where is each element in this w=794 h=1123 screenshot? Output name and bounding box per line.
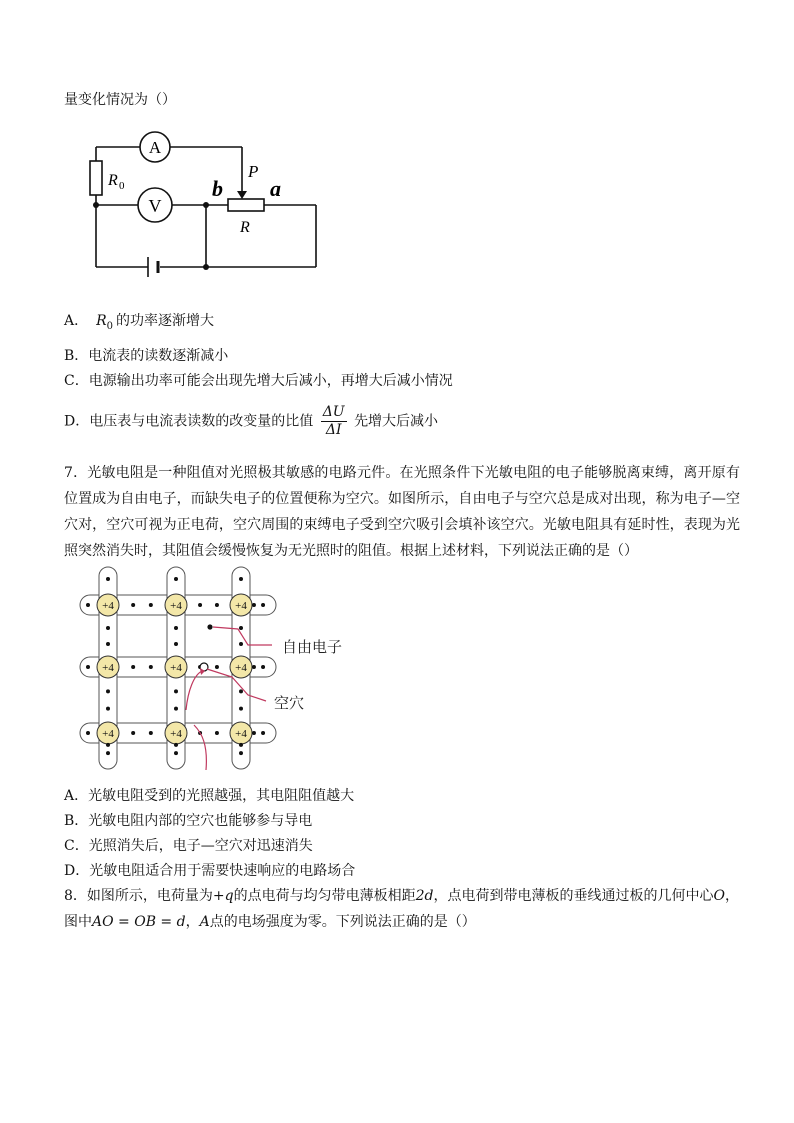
a-label: a: [270, 176, 281, 201]
atom-label: +4: [235, 600, 247, 612]
bound-electron: [86, 731, 90, 735]
hole-label: 空穴: [274, 694, 305, 712]
bound-electron: [239, 577, 243, 581]
delta-ratio-fraction: $\frac{\Delta U}{\Delta I}$: [322, 404, 345, 438]
free-electron-label: 自由电子: [282, 638, 343, 656]
q8-stem-line1: 8．如图所示，电荷量为+q的点电荷与均匀带电薄板相距2d，点电荷到带电薄板的垂线通过板的几何中心O，: [64, 888, 739, 904]
b-label: b: [212, 176, 223, 201]
voltmeter-label: V: [148, 196, 162, 216]
q8-stem-line2: 图中AO = OB = d，A点的电场强度为零。下列说法正确的是（）: [64, 914, 476, 930]
bound-electron: [174, 707, 178, 711]
r-label: R: [240, 219, 250, 236]
bound-electron: [174, 642, 178, 646]
bound-electron: [174, 577, 178, 581]
bound-electron: [239, 743, 243, 747]
p-label: P: [248, 162, 259, 181]
bound-electron: [131, 731, 135, 735]
q7-option-b: B．光敏电阻内部的空穴也能够参与导电: [64, 813, 313, 829]
bound-electron: [106, 642, 110, 646]
free-electron-dot: [207, 624, 212, 629]
atom-label: +4: [235, 662, 247, 674]
bound-electron: [215, 731, 219, 735]
bound-electron: [174, 751, 178, 755]
q7-option-d: D．光敏电阻适合用于需要快速响应的电路场合: [64, 863, 356, 879]
bound-electron: [239, 642, 243, 646]
q6-option-d: D．电压表与电流表读数的改变量的比值 $\frac{\Delta U}{\Delta I}$ 先增大后减小: [64, 404, 439, 438]
bound-electron: [106, 743, 110, 747]
q6-option-c: C．电源输出功率可能会出现先增大后减小，再增大后减小情况: [64, 373, 453, 389]
bound-electron: [215, 603, 219, 607]
atom-label: +4: [170, 662, 182, 674]
q6-stem-tail: 量变化情况为（）: [64, 92, 176, 108]
bound-electron: [106, 689, 110, 693]
bound-electron: [239, 751, 243, 755]
bound-electron: [252, 665, 256, 669]
atom-label: +4: [102, 662, 114, 674]
bound-electron: [261, 731, 265, 735]
q7-stem: 7．光敏电阻是一种阻值对光照极其敏感的电路元件。在光照条件下光敏电阻的电子能够脱离束缚，离开原有位置成为自由电子，而缺失电子的位置便称为空穴。如图所示，自由电子与空穴总是成对出现，称为电子—空穴对，空穴可视为正电荷，空穴周围的束缚电子受到空穴吸引会填补该空穴。光敏电阻具有延时性，表现为光照突然消失时，其阻值会缓慢恢复为无光照时的阻值。根据上述材料，下列说法正确的是（）: [64, 465, 740, 559]
bound-electron: [86, 665, 90, 669]
bound-electron: [149, 603, 153, 607]
atom-label: +4: [102, 728, 114, 740]
bound-electron: [149, 665, 153, 669]
bound-electron: [239, 689, 243, 693]
bound-electron: [106, 626, 110, 630]
q7-option-c: C．光照消失后，电子—空穴对迅速消失: [64, 838, 313, 854]
atom-label: +4: [102, 600, 114, 612]
bound-electron: [106, 707, 110, 711]
bound-electron: [252, 731, 256, 735]
atom-label: +4: [235, 728, 247, 740]
r0-label: R: [108, 172, 118, 189]
bound-electron: [174, 689, 178, 693]
r0-subscript: 0: [119, 180, 125, 192]
atom-label: +4: [170, 728, 182, 740]
bound-electron: [198, 603, 202, 607]
bound-electron: [252, 603, 256, 607]
atom-label: +4: [170, 600, 182, 612]
bound-electron: [174, 626, 178, 630]
circuit-diagram: [80, 125, 330, 285]
lattice-diagram: [76, 565, 376, 770]
q6-option-a: A． $R_0$ 的功率逐渐增大: [64, 313, 215, 332]
ammeter-label: A: [148, 138, 162, 157]
bound-electron: [131, 603, 135, 607]
bound-electron: [106, 751, 110, 755]
bound-electron: [239, 707, 243, 711]
bound-electron: [215, 665, 219, 669]
bound-electron: [131, 665, 135, 669]
bound-electron: [174, 743, 178, 747]
bound-electron: [106, 577, 110, 581]
q7-option-a: A．光敏电阻受到的光照越强，其电阻阻值越大: [64, 788, 355, 804]
bound-electron: [149, 731, 153, 735]
bound-electron: [261, 665, 265, 669]
q6-option-b: B．电流表的读数逐渐减小: [64, 348, 229, 364]
bound-electron: [86, 603, 90, 607]
bound-electron: [261, 603, 265, 607]
bound-electron: [239, 626, 243, 630]
